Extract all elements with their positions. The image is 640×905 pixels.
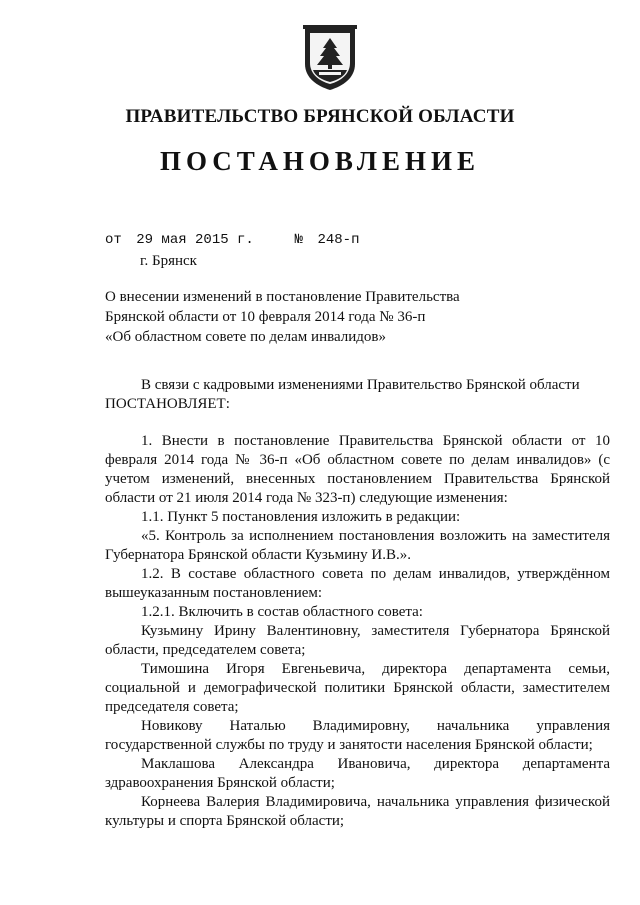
document-number: 248-п (317, 232, 360, 248)
document-city: г. Брянск (140, 253, 197, 269)
date-prefix: от (105, 232, 122, 248)
body-paragraph: Тимошина Игоря Евгеньевича, директора департамента семьи, социальной и демографической политики Брянской области, заместителем председателя совета; (105, 661, 610, 715)
document-subject (105, 287, 465, 347)
body-paragraph: 1.1. Пункт 5 постановления изложить в редакции: (141, 509, 461, 525)
body-paragraph: Новикову Наталью Владимировну, начальника управления государственной службы по труду и занятости населения Брянской области; (105, 718, 610, 753)
body-paragraph: Корнеева Валерия Владимировича, начальника управления физической культуры и спорта Брянской области; (105, 794, 610, 829)
government-title: ПРАВИТЕЛЬСТВО БРЯНСКОЙ ОБЛАСТИ (125, 106, 515, 127)
document-body (105, 376, 610, 831)
document-type-title: ПОСТАНОВЛЕНИЕ (159, 146, 481, 176)
coat-of-arms-icon (299, 24, 361, 92)
body-paragraph: 1.2. В составе областного совета по делам инвалидов, утверждённом вышеуказанным постановлением: (105, 566, 610, 601)
resolves-keyword: ПОСТАНОВЛЯЕТ: (105, 396, 230, 412)
subject-line: Брянской области от 10 февраля 2014 года № 36-п (105, 309, 426, 325)
subject-line: О внесении изменений в постановление Правительства (105, 289, 460, 305)
body-paragraph: Маклашова Александра Ивановича, директора департамента здравоохранения Брянской области; (105, 756, 610, 791)
body-paragraph: «5. Контроль за исполнением постановления возложить на заместителя Губернатора Брянской области Кузьмину И.В.». (105, 528, 610, 563)
body-paragraph: Кузьмину Ирину Валентиновну, заместителя Губернатора Брянской области, председателем совета; (105, 623, 610, 658)
document-meta (105, 232, 365, 248)
intro-paragraph: В связи с кадровыми изменениями Правительство Брянской области (141, 377, 580, 393)
document-date: 29 мая 2015 г. (136, 232, 254, 248)
body-paragraph: 1. Внести в постановление Правительства Брянской области от 10 февраля 2014 года № 36-п «Об областном совете по делам инвалидов» (с учетом изменений, внесенных постановлением Правительства Брянской области от 21 июля 2014 года № 323-п) следующие изменения: (105, 433, 610, 506)
subject-line: «Об областном совете по делам инвалидов» (105, 329, 386, 345)
body-paragraph: 1.2.1. Включить в состав областного совета: (141, 604, 423, 620)
number-label: № (294, 232, 304, 248)
